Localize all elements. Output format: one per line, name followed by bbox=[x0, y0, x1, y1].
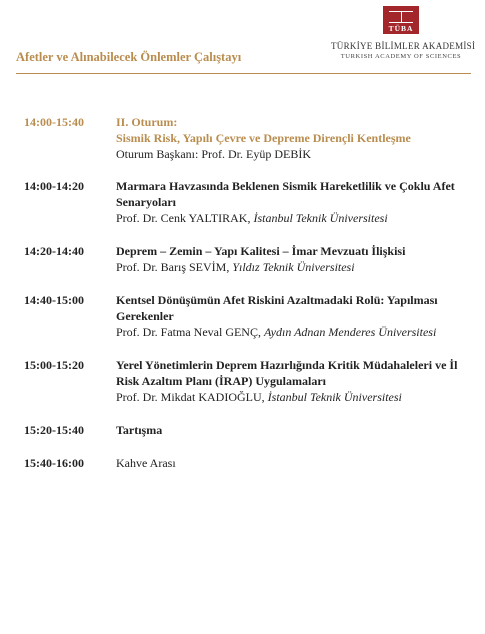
talk-speaker-line bbox=[116, 259, 464, 275]
discussion-time: 15:20-15:40 bbox=[24, 423, 84, 437]
talk-speaker-line bbox=[116, 389, 464, 405]
talk-title: Deprem – Zemin – Yapı Kalitesi – İmar Mevzuatı İlişkisi bbox=[116, 244, 406, 258]
talk-time: 15:00-15:20 bbox=[24, 358, 84, 372]
header-divider bbox=[16, 73, 471, 74]
talk-speaker: Prof. Dr. Barış SEVİM, bbox=[116, 260, 233, 274]
talk-title: Marmara Havzasında Beklenen Sismik Hareketlilik ve Çoklu Afet Senaryoları bbox=[116, 179, 455, 209]
talk-time: 14:00-14:20 bbox=[24, 179, 84, 193]
org-name-en: TURKISH ACADEMY OF SCIENCES bbox=[340, 53, 462, 60]
tuba-logo bbox=[331, 6, 476, 60]
talk-affiliation: İstanbul Teknik Üniversitesi bbox=[253, 211, 388, 225]
page-title: Afetler ve Alınabilecek Önlemler Çalıştayı bbox=[16, 50, 242, 64]
talk-time: 14:20-14:40 bbox=[24, 244, 84, 258]
talk-affiliation: Yıldız Teknik Üniversitesi bbox=[232, 260, 355, 274]
talk-title: Yerel Yönetimlerin Deprem Hazırlığında Kritik Müdahaleleri ve İl Risk Azaltım Planı (İRAP) Uygulamaları bbox=[116, 358, 458, 388]
talk-speaker-line bbox=[116, 210, 464, 226]
logo-text: TÜBA bbox=[388, 24, 414, 33]
session-time: 14:00-15:40 bbox=[24, 115, 84, 129]
discussion-label: Tartışma bbox=[116, 423, 163, 437]
talk-title: Kentsel Dönüşümün Afet Riskini Azaltmadaki Rolü: Yapılması Gerekenler bbox=[116, 293, 438, 323]
session-subtitle: Sismik Risk, Yapılı Çevre ve Depreme Dirençli Kentleşme bbox=[116, 131, 411, 145]
talk-speaker-line bbox=[116, 324, 464, 340]
break-label: Kahve Arası bbox=[116, 456, 176, 470]
session-title: II. Oturum: bbox=[116, 115, 178, 129]
talk-speaker: Prof. Dr. Mikdat KADIOĞLU, bbox=[116, 390, 268, 404]
talk-affiliation: Aydın Adnan Menderes Üniversitesi bbox=[263, 325, 437, 339]
org-name-tr: TÜRKİYE BİLİMLER AKADEMİSİ bbox=[331, 41, 476, 51]
tuba-logo-mark bbox=[383, 6, 419, 34]
talk-speaker: Prof. Dr. Fatma Neval GENÇ, bbox=[116, 325, 264, 339]
talk-affiliation: İstanbul Teknik Üniversitesi bbox=[267, 390, 402, 404]
talk-time: 14:40-15:00 bbox=[24, 293, 84, 307]
session-chair: Oturum Başkanı: Prof. Dr. Eyüp DEBİK bbox=[116, 147, 311, 161]
talk-speaker: Prof. Dr. Cenk YALTIRAK, bbox=[116, 211, 254, 225]
break-time: 15:40-16:00 bbox=[24, 456, 84, 470]
